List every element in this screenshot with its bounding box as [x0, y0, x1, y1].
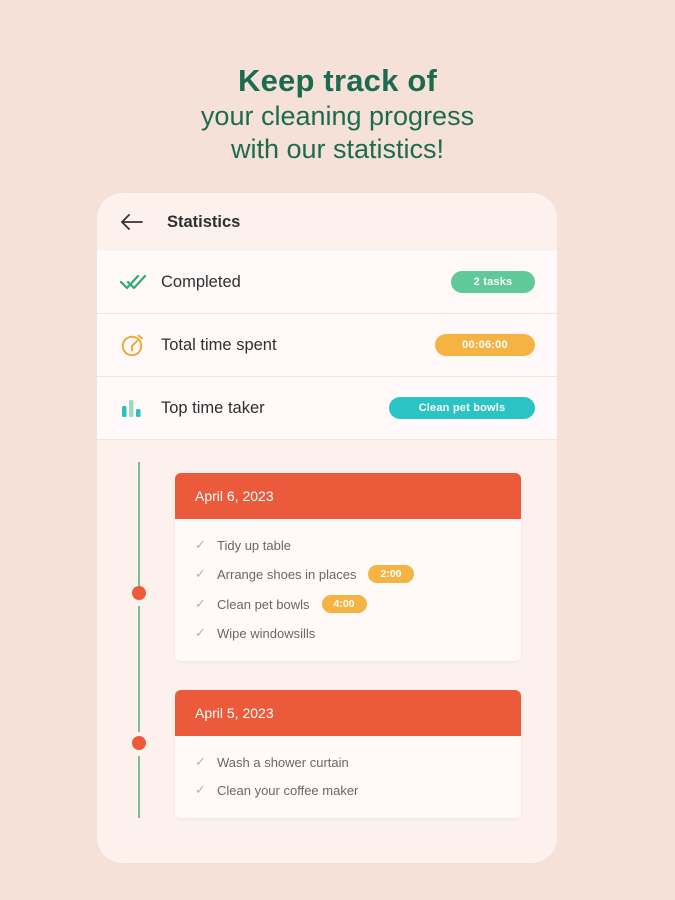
stat-label-total-time: Total time spent: [161, 335, 277, 354]
stats-list: [97, 251, 557, 440]
group-task-list: [175, 736, 521, 818]
double-check-icon: [119, 272, 153, 292]
task-name: Wipe windowsills: [217, 625, 316, 641]
task-name: Arrange shoes in places: [217, 566, 357, 582]
check-icon: ✓: [195, 596, 206, 611]
timeline-dot: [132, 736, 146, 750]
check-icon: ✓: [195, 566, 206, 581]
list-item[interactable]: [175, 748, 521, 776]
status-badge-total-time: 00:06:00: [435, 334, 535, 356]
task-name: Clean pet bowls: [217, 596, 310, 612]
check-icon: ✓: [195, 625, 206, 640]
stat-row-completed[interactable]: [97, 251, 557, 314]
headline-line-3: with our statistics!: [230, 133, 445, 164]
headline-line-2: your cleaning progress: [200, 100, 475, 131]
check-icon: ✓: [195, 537, 206, 552]
group-date: April 5, 2023: [175, 690, 521, 736]
list-item[interactable]: [175, 589, 521, 619]
timeline: [97, 440, 557, 863]
list-item[interactable]: [175, 776, 521, 804]
timeline-group: [175, 473, 521, 661]
group-date: April 6, 2023: [175, 473, 521, 519]
list-item[interactable]: [175, 531, 521, 559]
timeline-dot: [132, 586, 146, 600]
timeline-line-segment: [138, 606, 140, 732]
headline-line-1: Keep track of: [238, 63, 437, 98]
task-name: Tidy up table: [217, 537, 291, 553]
back-arrow-icon[interactable]: [119, 209, 145, 235]
list-item[interactable]: [175, 619, 521, 647]
timeline-group: [175, 690, 521, 818]
bar-chart-icon: [119, 396, 153, 420]
stat-label-top-time-taker: Top time taker: [161, 398, 265, 417]
app-screen: [97, 193, 557, 863]
group-task-list: [175, 519, 521, 661]
check-icon: ✓: [195, 782, 206, 797]
screen-title: Statistics: [167, 212, 241, 231]
list-item[interactable]: [175, 559, 521, 589]
timeline-line-segment: [138, 756, 140, 818]
status-badge-completed: 2 tasks: [451, 271, 535, 293]
task-duration-badge: 4:00: [322, 595, 367, 613]
status-badge-top-time-taker: Clean pet bowls: [389, 397, 535, 419]
stat-label-completed: Completed: [161, 272, 241, 291]
task-name: Clean your coffee maker: [217, 782, 359, 798]
stopwatch-icon: [119, 332, 153, 358]
stat-row-total-time[interactable]: [97, 314, 557, 377]
task-name: Wash a shower curtain: [217, 754, 349, 770]
check-icon: ✓: [195, 754, 206, 769]
stat-row-top-time-taker[interactable]: [97, 377, 557, 440]
page-title: [0, 0, 675, 166]
task-duration-badge: 2:00: [368, 565, 413, 583]
app-topbar: [97, 193, 557, 251]
timeline-line-segment: [138, 462, 140, 592]
